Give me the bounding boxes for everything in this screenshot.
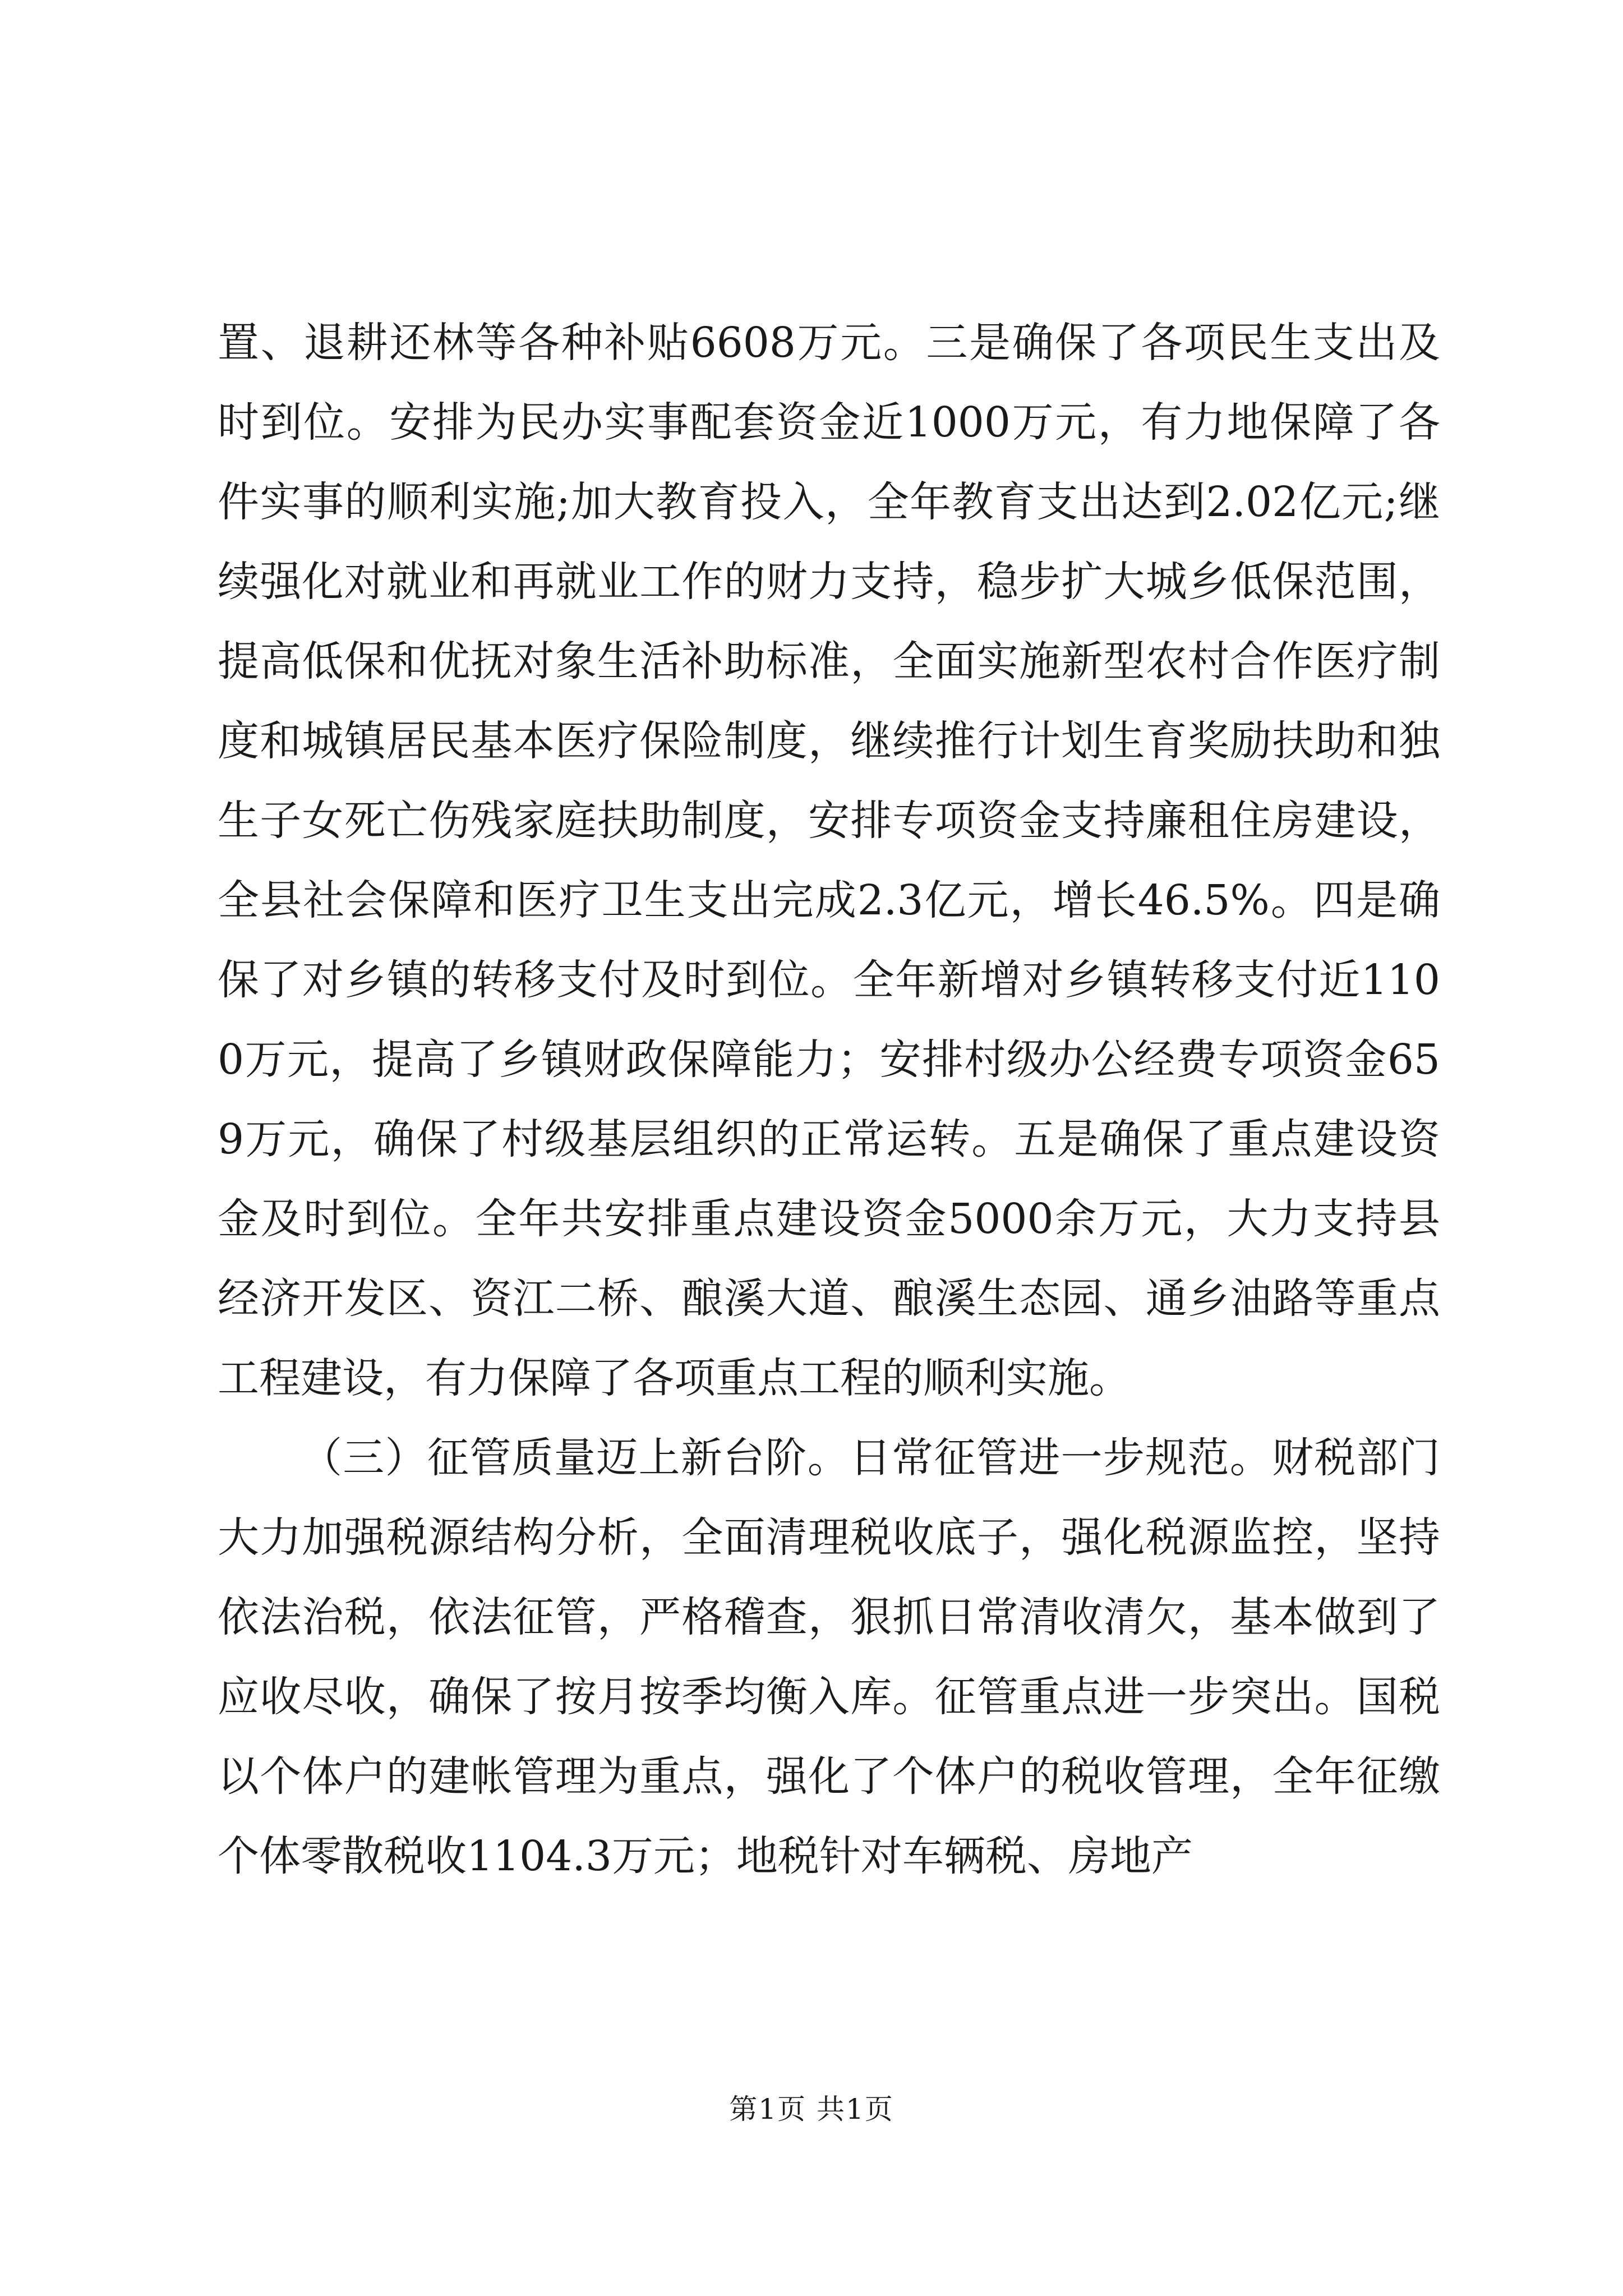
page-footer: [0, 2087, 1623, 2127]
document-body: [218, 303, 1440, 1896]
paragraph-1: 置、退耕还林等各种补贴6608万元。三是确保了各项民生支出及时到位。安排为民办实事配套资金近1000万元，有力地保障了各件实事的顺利实施;加大教育投入，全年教育支出达到2.02亿元;继续强化对就业和再就业工作的财力支持，稳步扩大城乡低保范围，提高低保和优抚对象生活补助标准，全面实施新型农村合作医疗制度和城镇居民基本医疗保险制度，继续推行计划生育奖励扶助和独生子女死亡伤残家庭扶助制度，安排专项资金支持廉租住房建设，全县社会保障和医疗卫生支出完成2.3亿元，增长46.5%。四是确保了对乡镇的转移支付及时到位。全年新增对乡镇转移支付近1100万元，提高了乡镇财政保障能力；安排村级办公经费专项资金659万元，确保了村级基层组织的正常运转。五是确保了重点建设资金及时到位。全年共安排重点建设资金5000余万元，大力支持县经济开发区、资江二桥、酿溪大道、酿溪生态园、通乡油路等重点工程建设，有力保障了各项重点工程的顺利实施。: [218, 319, 1440, 1402]
paragraph-2: （三）征管质量迈上新台阶。日常征管进一步规范。财税部门大力加强税源结构分析，全面清理税收底子，强化税源监控，坚持依法治税，依法征管，严格稽查，狠抓日常清收清欠，基本做到了应收尽收，确保了按月按季均衡入库。征管重点进一步突出。国税以个体户的建帐管理为重点，强化了个体户的税收管理，全年征缴个体零散税收1104.3万元；地税针对车辆税、房地产: [218, 1434, 1440, 1880]
page-number-label: 第1页 共1页: [729, 2093, 894, 2125]
